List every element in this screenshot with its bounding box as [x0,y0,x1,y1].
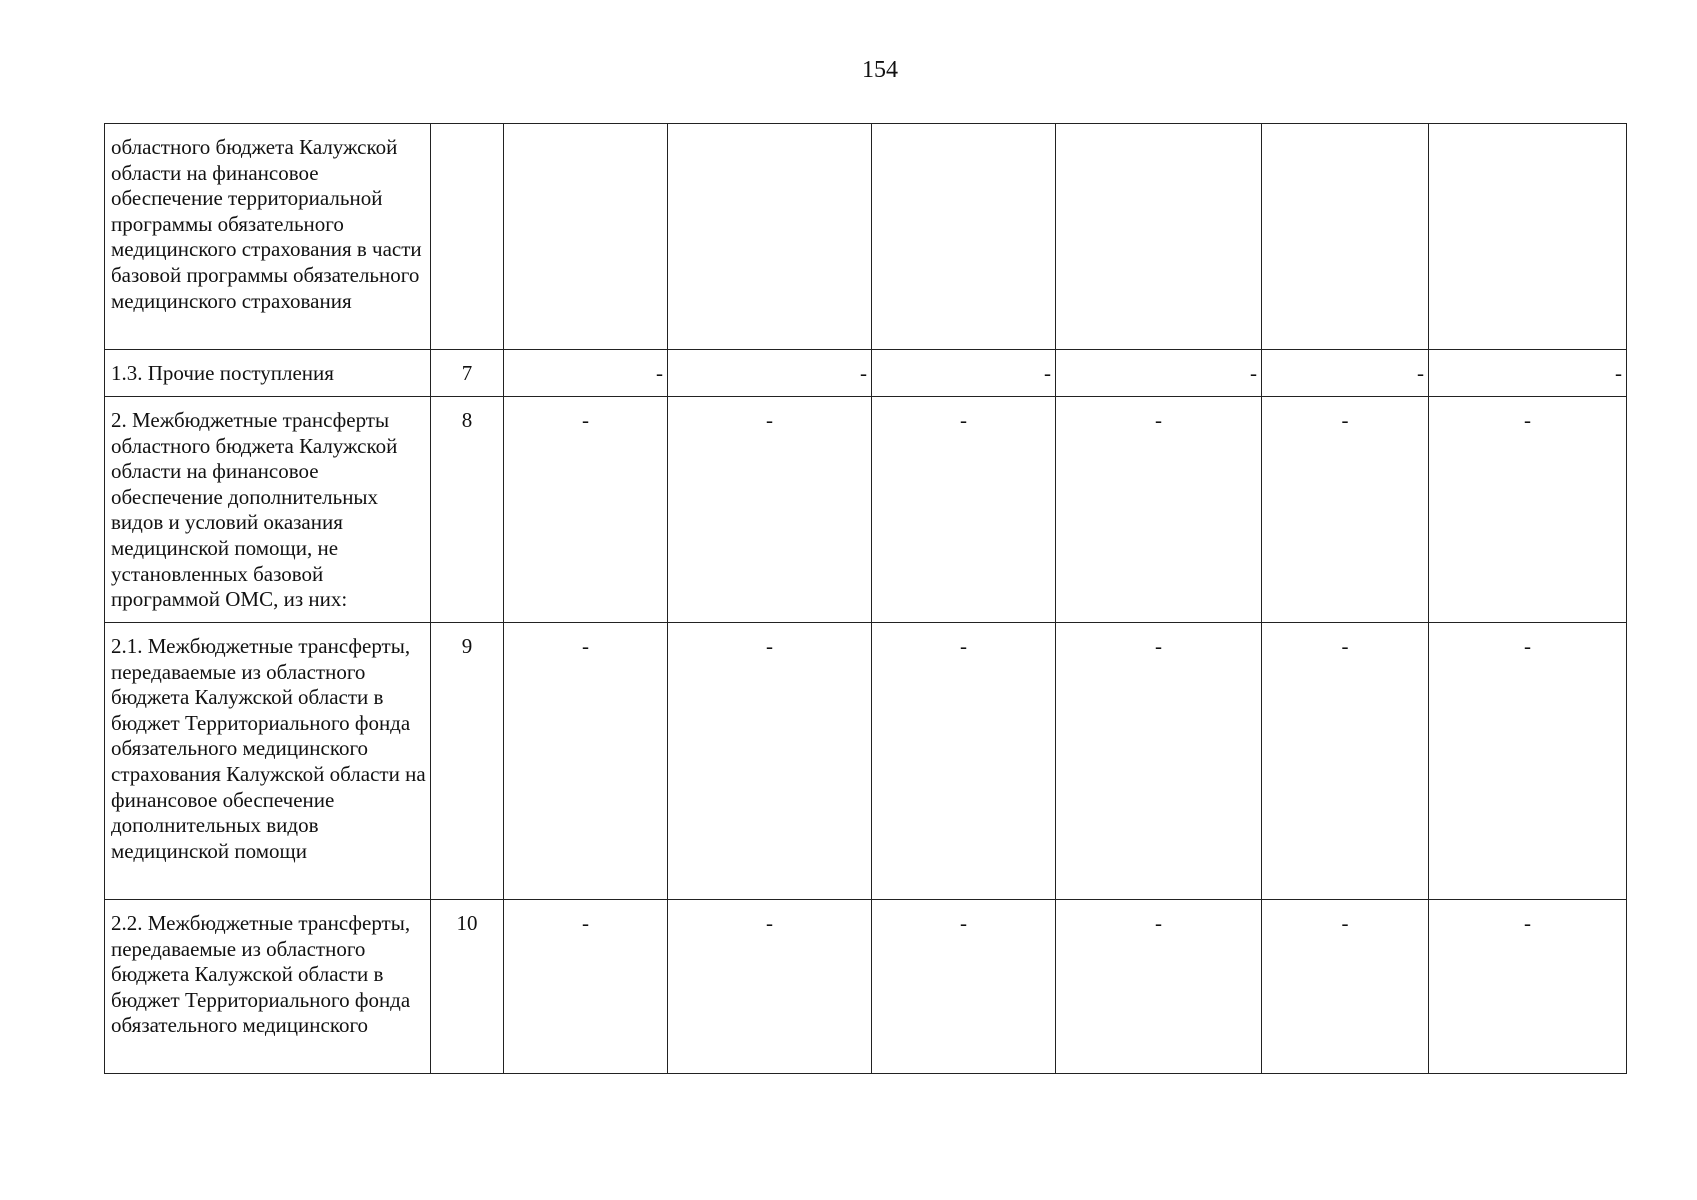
value-cell: - [1429,350,1627,397]
value-cell: - [1262,350,1429,397]
value-cell [1262,124,1429,350]
value-cell [872,124,1056,350]
value-cell: - [668,397,872,623]
table-row [105,124,1627,350]
row-line-number: 8 [431,397,504,623]
value-cell: - [504,350,668,397]
value-cell: - [1429,397,1627,623]
table-row [105,397,1627,623]
value-cell: - [668,623,872,900]
value-cell: - [872,350,1056,397]
value-cell [1429,124,1627,350]
value-cell: - [1429,623,1627,900]
row-description: областного бюджета Калужской области на финансовое обеспечение территориальной программы обязательного медицинского страхования в части базовой программы обязательного медицинского страхования [105,124,431,350]
value-cell: - [504,900,668,1074]
value-cell: - [1262,397,1429,623]
budget-table [104,123,1627,1074]
row-description: 2. Межбюджетные трансферты областного бюджета Калужской области на финансовое обеспечение дополнительных видов и условий оказания медицинской помощи, не установленных базовой программой ОМС, из них: [105,397,431,623]
row-description: 1.3. Прочие поступления [105,350,431,397]
value-cell: - [504,397,668,623]
table-row [105,350,1627,397]
table-row [105,900,1627,1074]
table-row [105,623,1627,900]
value-cell: - [1262,623,1429,900]
page-number: 154 [862,57,898,83]
value-cell: - [668,350,872,397]
row-line-number [431,124,504,350]
value-cell: - [872,900,1056,1074]
value-cell: - [504,623,668,900]
row-line-number: 7 [431,350,504,397]
row-description: 2.2. Межбюджетные трансферты, передаваемые из областного бюджета Калужской области в бюджет Территориального фонда обязательного медицинского [105,900,431,1074]
value-cell [504,124,668,350]
value-cell: - [872,397,1056,623]
row-line-number: 10 [431,900,504,1074]
value-cell: - [1262,900,1429,1074]
value-cell: - [872,623,1056,900]
value-cell: - [1056,397,1262,623]
value-cell: - [1429,900,1627,1074]
row-description: 2.1. Межбюджетные трансферты, передаваемые из областного бюджета Калужской области в бюджет Территориального фонда обязательного медицинского страхования Калужской области на финансовое обеспечение дополнительных видов медицинской помощи [105,623,431,900]
value-cell: - [1056,350,1262,397]
value-cell [1056,124,1262,350]
value-cell: - [1056,623,1262,900]
value-cell: - [668,900,872,1074]
value-cell [668,124,872,350]
row-line-number: 9 [431,623,504,900]
value-cell: - [1056,900,1262,1074]
